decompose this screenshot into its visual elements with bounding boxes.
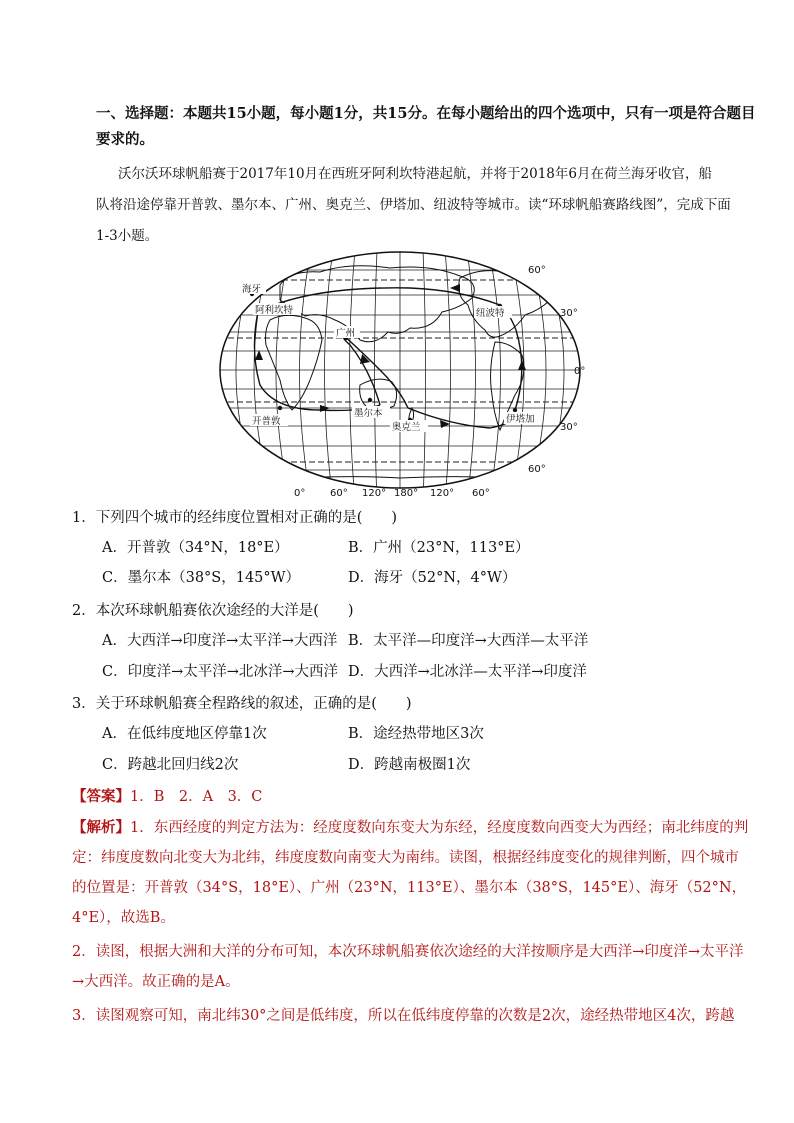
q2-option-c[interactable]: C．印度洋→太平洋→北冰洋→大西洋 [102, 664, 339, 680]
analysis-line-6: →大西洋。故正确的是A。 [72, 974, 240, 990]
lon-label-180: 180° [394, 488, 419, 499]
answer-line [72, 787, 702, 807]
city-label-alicante: 阿利坎特 [255, 305, 294, 316]
analysis-line-1 [72, 818, 749, 838]
lon-label-0: 0° [294, 488, 306, 499]
analysis-line-7: 3．读图观察可知，南北纬30°之间是低纬度，所以在低纬度停靠的次数是2次，途经热带地区4次，跨越 [72, 1008, 735, 1024]
sailing-route-map [210, 250, 590, 502]
city-label-newport: 纽波特 [476, 308, 505, 319]
q3-option-c[interactable]: C．跨越北回归线2次 [102, 757, 239, 773]
q3-option-b[interactable]: B．途经热带地区3次 [348, 726, 484, 742]
answer-label: 【答案】 [72, 788, 130, 805]
q1-option-c[interactable]: C．墨尔本（38°S，145°W） [102, 570, 301, 586]
analysis-line-2: 定：纬度度数向北变大为北纬，纬度度数向南变大为南纬。读图，根据经纬度变化的规律判断，四个城市 [72, 850, 739, 866]
city-label-melbourne: 墨尔本 [354, 408, 383, 419]
question-1-stem: 1．下列四个城市的经纬度位置相对正确的是( ) [72, 510, 398, 526]
q1-option-b[interactable]: B．广州（23°N，113°E） [348, 540, 530, 556]
city-label-haiya: 海牙 [242, 284, 262, 295]
analysis-line-4: 4°E），故选B。 [72, 910, 175, 926]
q2-option-a[interactable]: A．大西洋→印度洋→太平洋→大西洋 [102, 633, 338, 649]
analysis-line-3: 的位置是：开普敦（34°S，18°E）、广州（23°N，113°E）、墨尔本（38°S，145°E）、海牙（52°N， [72, 880, 747, 896]
passage-line-2: 队将沿途停靠开普敦、墨尔本、广州、奥克兰、伊塔加、纽波特等城市。读“环球帆船赛路线图”，完成下面 [96, 197, 731, 213]
lon-label-60w: 60° [472, 488, 490, 499]
question-3-stem: 3．关于环球帆船赛全程路线的叙述，正确的是( ) [72, 696, 412, 712]
lat-label-60n: 60° [528, 265, 546, 276]
q2-option-b[interactable]: B．太平洋—印度洋→大西洋—太平洋 [348, 633, 589, 649]
passage-line-1: 沃尔沃环球帆船赛于2017年10月在西班牙阿利坎特港起航，并将于2018年6月在荷兰海牙收官，船 [118, 166, 712, 182]
section-heading: 一、选择题：本题共15小题，每小题1分，共15分。在每小题给出的四个选项中，只有一项是符合题目 [96, 105, 756, 122]
city-label-auckland: 奥克兰 [392, 422, 421, 433]
analysis-text-1: 1．东西经度的判定方法为：经度度数向东变大为东经，经度度数向西变大为西经；南北纬度的判 [130, 820, 749, 836]
lat-label-0: 0° [574, 366, 586, 377]
lon-label-120: 120° [362, 488, 387, 499]
analysis-label: 【解析】 [72, 819, 130, 836]
lon-label-120w: 120° [430, 488, 455, 499]
q2-option-d[interactable]: D．大西洋→北冰洋—太平洋→印度洋 [348, 664, 587, 680]
world-map-svg [210, 250, 590, 502]
passage-line-3: 1-3小题。 [96, 228, 159, 244]
lat-label-60s: 60° [528, 464, 546, 475]
lat-label-30s: 30° [560, 422, 578, 433]
lon-label-60: 60° [330, 488, 348, 499]
section-heading-cont: 要求的。 [96, 131, 154, 148]
city-label-capetown: 开普敦 [252, 416, 281, 427]
q3-option-a[interactable]: A．在低纬度地区停靠1次 [102, 726, 267, 742]
answer-text: 1．B 2．A 3．C [130, 789, 263, 805]
analysis-line-5: 2．读图，根据大洲和大洋的分布可知，本次环球帆船赛依次途经的大洋按顺序是大西洋→印度洋→太平洋 [72, 944, 744, 960]
city-label-guangzhou: 广州 [336, 328, 356, 339]
q1-option-d[interactable]: D．海牙（52°N，4°W） [348, 570, 517, 586]
q3-option-d[interactable]: D．跨越南极圈1次 [348, 757, 471, 773]
city-label-itajai: 伊塔加 [506, 414, 535, 425]
lat-label-30n: 30° [560, 308, 578, 319]
q1-option-a[interactable]: A．开普敦（34°N，18°E） [102, 540, 289, 556]
question-2-stem: 2．本次环球帆船赛依次途经的大洋是( ) [72, 603, 354, 619]
